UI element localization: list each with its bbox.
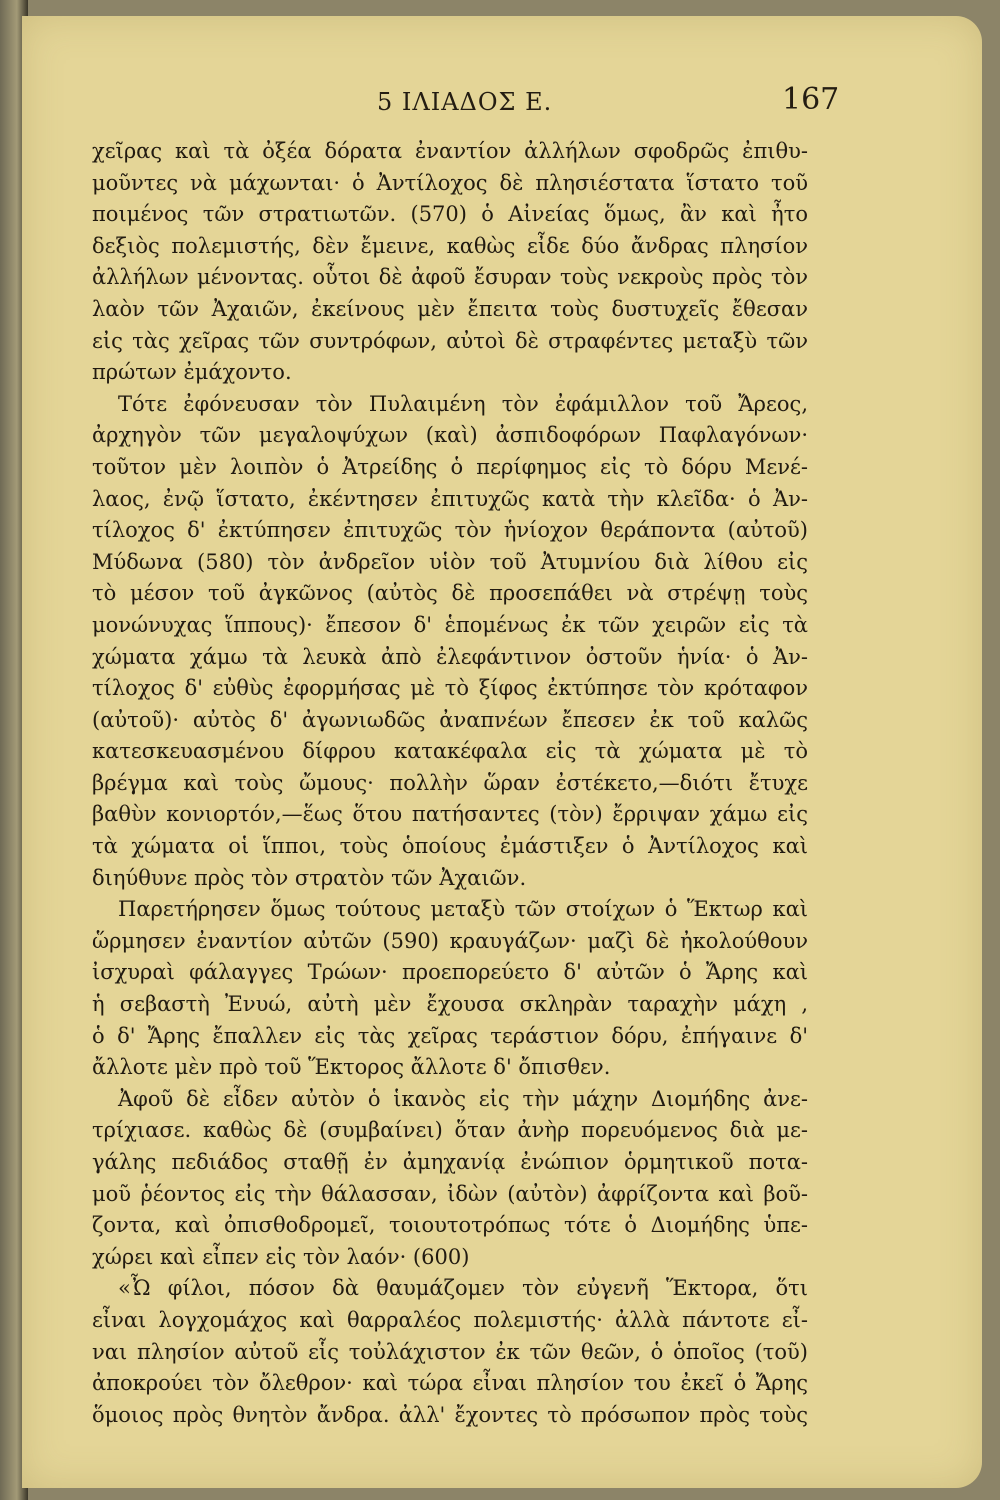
text-line: τίλοχος δ' ἐκτύπησεν ἐπιτυχῶς τὸν ἡνίοχον θεράποντα (αὐτοῦ) bbox=[92, 518, 808, 543]
text-line: δεξιὸς πολεμιστής, δὲν ἔμεινε, καθὼς εἶδε δύο ἄνδρας πλησίον bbox=[92, 233, 808, 258]
text-line: τίλοχος δ' εὐθὺς ἐφορμήσας μὲ τὸ ξίφος ἐκτύπησε τὸν κρόταφον bbox=[92, 676, 808, 701]
text-line: Ἀφοῦ δὲ εἶδεν αὐτὸν ὁ ἱκανὸς εἰς τὴν μάχην Διομήδης ἀνε- bbox=[118, 1086, 808, 1111]
text-line: κατεσκευασμένου δίφρου κατακέφαλα εἰς τὰ χώματα μὲ τὸ bbox=[92, 739, 808, 764]
text-line: (αὐτοῦ)· αὐτὸς δ' ἀγωνιωδῶς ἀναπνέων ἔπεσεν ἐκ τοῦ καλῶς bbox=[92, 707, 808, 732]
text-line: ὁ δ' Ἄρης ἔπαλλεν εἰς τὰς χεῖρας τεράστιον δόρυ, ἐπήγαινε δ' bbox=[92, 1023, 808, 1048]
text-line: τρίχιασε. καθὼς δὲ (συμβαίνει) ὅταν ἀνὴρ πορευόμενος διὰ με- bbox=[92, 1118, 808, 1143]
text-line: «Ὦ φίλοι, πόσον δὰ θαυμάζομεν τὸν εὐγενῆ Ἕκτορα, ὅτι bbox=[118, 1276, 808, 1301]
page-header bbox=[22, 82, 982, 142]
text-line: ὅμοιος πρὸς θνητὸν ἄνδρα. ἀλλ' ἔχοντες τὸ πρόσωπον πρὸς τοὺς bbox=[92, 1402, 808, 1427]
text-line: διηύθυνε πρὸς τὸν στρατὸν τῶν Ἀχαιῶν. bbox=[92, 865, 527, 890]
text-line: μονώνυχας ἵππους)· ἔπεσον δ' ἑπομένως ἐκ τῶν χειρῶν εἰς τὰ bbox=[92, 612, 808, 637]
text-line: πρώτων ἐμάχοντο. bbox=[92, 360, 292, 385]
text-line: Παρετήρησεν ὅμως τούτους μεταξὺ τῶν στοίχων ὁ Ἕκτωρ καὶ bbox=[118, 897, 808, 922]
text-line: εἶναι λογχομάχος καὶ θαρραλέος πολεμιστής· ἀλλὰ πάντοτε εἶ- bbox=[92, 1307, 808, 1332]
text-line: χώματα χάμω τὰ λευκὰ ἀπὸ ἐλεφάντινον ὀστοῦν ἡνία· ὁ Ἀν- bbox=[92, 644, 808, 669]
text-line: τοῦτον μὲν λοιπὸν ὁ Ἀτρείδης ὁ περίφημος εἰς τὸ δόρυ Μενέ- bbox=[92, 454, 808, 479]
text-line: ποιμένος τῶν στρατιωτῶν. (570) ὁ Αἰνείας ὅμως, ἂν καὶ ἦτο bbox=[92, 202, 808, 227]
text-line: ἀλλήλων μένοντας. οὗτοι δὲ ἀφοῦ ἔσυραν τοὺς νεκροὺς πρὸς τὸν bbox=[92, 265, 808, 290]
text-line: εἰς τὰς χεῖρας τῶν συντρόφων, αὐτοὶ δὲ στραφέντες μεταξὺ τῶν bbox=[92, 328, 808, 353]
text-line: τὸ μέσον τοῦ ἀγκῶνος (αὐτὸς δὲ προσεπάθει νὰ στρέψῃ τοὺς bbox=[92, 581, 808, 606]
text-line: Τότε ἐφόνευσαν τὸν Πυλαιμένη τὸν ἐφάμιλλον τοῦ Ἄρεος, bbox=[118, 391, 808, 416]
text-line: ναι πλησίον αὐτοῦ εἷς τοὐλάχιστον ἐκ τῶν θεῶν, ὁ ὁποῖος (τοῦ) bbox=[92, 1339, 808, 1364]
text-line: γάλης πεδιάδος σταθῇ ἐν ἀμηχανίᾳ ἐνώπιον ὁρμητικοῦ ποτα- bbox=[92, 1150, 808, 1174]
text-line: ἄλλοτε μὲν πρὸ τοῦ Ἕκτορος ἄλλοτε δ' ὄπισθεν. bbox=[92, 1055, 611, 1080]
text-line: χώρει καὶ εἶπεν εἰς τὸν λαόν· (600) bbox=[92, 1244, 470, 1269]
text-line: βαθὺν κονιορτόν,—ἕως ὅτου πατήσαντες (τὸν) ἔρριψαν χάμω εἰς bbox=[92, 802, 808, 827]
text-line: χεῖρας καὶ τὰ ὀξέα δόρατα ἐναντίον ἀλλήλων σφοδρῶς ἐπιθυ- bbox=[92, 139, 808, 163]
text-line: ἀρχηγὸν τῶν μεγαλοψύχων (καὶ) ἀσπιδοφόρων Παφλαγόνων· bbox=[92, 423, 808, 448]
page-number: 167 bbox=[782, 82, 840, 117]
text-line: ὥρμησεν ἐναντίον αὐτῶν (590) κραυγάζων· μαζὶ δὲ ἠκολούθουν bbox=[92, 928, 808, 953]
text-line: μοῦ ῥέοντος εἰς τὴν θάλασσαν, ἰδὼν (αὐτὸν) ἀφρίζοντα καὶ βοῦ- bbox=[92, 1181, 808, 1206]
text-line: ἀποκρούει τὸν ὄλεθρον· καὶ τώρα εἶναι πλησίον του ἐκεῖ ὁ Ἄρης bbox=[92, 1371, 808, 1396]
body-text bbox=[92, 136, 808, 1431]
text-line: Μύδωνα (580) τὸν ἀνδρεῖον υἱὸν τοῦ Ἀτυμνίου διὰ λίθου εἰς bbox=[92, 549, 808, 574]
running-title: 5 ΙΛΙΑΔΟΣ Ε. bbox=[377, 88, 553, 116]
text-line: τὰ χώματα οἱ ἵπποι, τοὺς ὁποίους ἐμάστιξεν ὁ Ἀντίλοχος καὶ bbox=[92, 834, 808, 859]
text-line: βρέγμα καὶ τοὺς ὤμους· πολλὴν ὥραν ἐστέκετο,—διότι ἔτυχε bbox=[92, 770, 808, 795]
text-line: ζοντα, καὶ ὀπισθοδρομεῖ, τοιουτοτρόπως τότε ὁ Διομήδης ὑπε- bbox=[92, 1213, 808, 1238]
text-line: λαὸν τῶν Ἀχαιῶν, ἐκείνους μὲν ἔπειτα τοὺς δυστυχεῖς ἔθεσαν bbox=[92, 296, 808, 321]
text-line: μοῦντες νὰ μάχωνται· ὁ Ἀντίλοχος δὲ πλησιέστατα ἵστατο τοῦ bbox=[92, 170, 808, 195]
text-line: ἡ σεβαστὴ Ἐνυώ, αὐτὴ μὲν ἔχουσα σκληρὰν ταραχὴν μάχη , bbox=[92, 992, 808, 1017]
text-line: λαος, ἐνῷ ἵστατο, ἐκέντησεν ἐπιτυχῶς κατὰ τὴν κλεῖδα· ὁ Ἀν- bbox=[92, 486, 808, 511]
text-line: ἰσχυραὶ φάλαγγες Τρώων· προεπορεύετο δ' αὐτῶν ὁ Ἄρης καὶ bbox=[92, 960, 808, 985]
